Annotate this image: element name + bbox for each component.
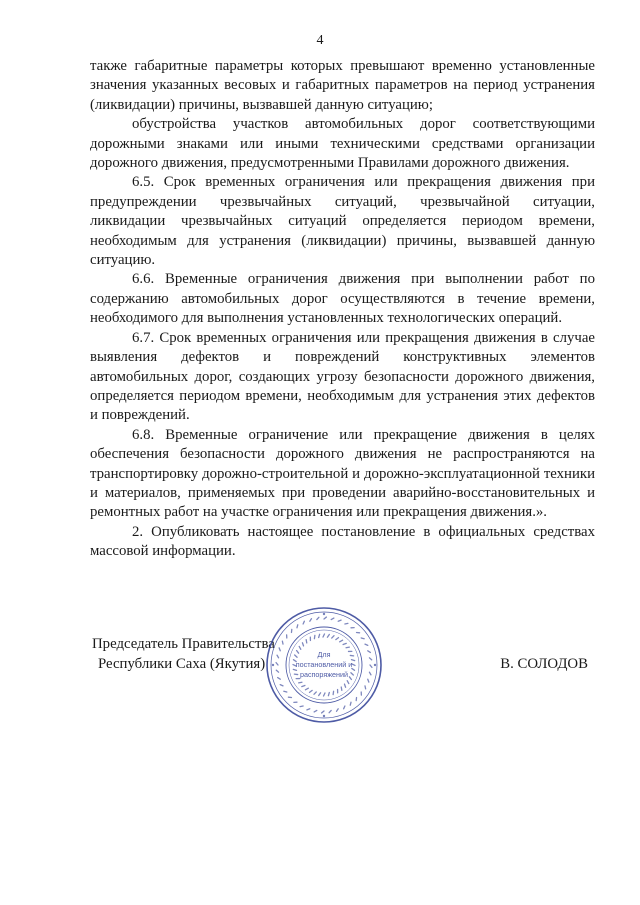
stamp-ring-mark [361, 638, 364, 639]
stamp-ring-mark [314, 692, 316, 694]
stamp-ring-mark [344, 684, 345, 687]
stamp-ring-mark [297, 625, 298, 628]
stamp-ring-mark [307, 709, 310, 710]
stamp-ring-mark [368, 679, 369, 682]
stamp-ring-mark [369, 672, 371, 675]
signatory-title-line-1: Председатель Правительства [92, 636, 275, 652]
stamp-ring-mark [279, 648, 280, 651]
stamp-ring-mark [280, 685, 283, 686]
paragraph-road-signs: обустройства участков автомобильных дорог соответствующими дорожными знаками или иными техническими средствами организации дорожного движения, предусмотренными Правилами дорожного движения. [90, 116, 595, 172]
stamp-center-line-3: распоряжений [299, 670, 349, 679]
stamp-ring-mark [293, 669, 296, 670]
stamp-ring-mark [284, 691, 287, 692]
stamp-ring-mark [310, 690, 313, 692]
stamp-ring-mark [352, 664, 355, 665]
stamp-ring-mark [369, 658, 371, 660]
stamp-ring-mark [276, 663, 278, 665]
stamp-ring-mark [344, 706, 345, 709]
official-seal-stamp [264, 605, 384, 725]
stamp-ring-mark [300, 706, 303, 707]
stamp-ring-mark [319, 634, 320, 637]
stamp-ring-mark [277, 655, 279, 658]
stamp-ring-mark [276, 670, 278, 672]
stamp-center-line-2: постановлений и [295, 660, 353, 669]
stamp-ring-mark [370, 665, 372, 667]
stamp-ring-mark [314, 710, 317, 712]
stamp-center-line-1: Для [317, 650, 331, 659]
stamp-ring-mark [295, 655, 297, 657]
stamp-ring-mark [302, 685, 305, 686]
stamp-ring-mark [324, 617, 326, 619]
stamp-ring-mark [322, 711, 324, 713]
stamp-ring-mark [343, 643, 346, 644]
stamp-ring-mark [319, 693, 321, 696]
stamp-ring-mark [350, 702, 351, 705]
stamp-ring-mark [297, 651, 299, 654]
stamp-ring-mark [278, 678, 281, 680]
stamp-ring-mark [368, 651, 371, 653]
stamp-ring-mark [302, 643, 303, 646]
stamp-ring-mark [349, 677, 351, 680]
stamp-ring-mark [337, 709, 339, 712]
stamp-ring-mark [328, 692, 329, 695]
paragraph-6-7: 6.7. Срок временных ограничения или прекращения движения в случае выявления дефектов и повреждений конструктивных элементов автомобильных дорог, создающих угрозу безопасности дорожного движения, определяется периодом времени, необходимым для устранения этих дефектов и повреждений. [90, 329, 595, 424]
paragraph-6-6: 6.6. Временные ограничения движения при выполнении работ по содержанию автомобильных дорог осуществляются в течение времени, необходимого для выполнения установленных технологических операций. [90, 271, 595, 327]
stamp-ring-mark [299, 682, 302, 683]
paragraph-6-5: 6.5. Срок временных ограничения или прекращения движения при предупреждении чрезвычайных ситуаций, чрезвычайной ситуации, ликвидации чрезвычайных ситуаций определяется периодом времени, необходимым для устранения (ликвидации) причины, вызвавшей данную ситуацию. [90, 174, 595, 269]
signatory-title-line-2: Республики Саха (Якутия) [98, 656, 266, 672]
stamp-ring-mark [331, 618, 334, 620]
stamp-ring-mark [306, 640, 307, 643]
stamp-ring-mark [282, 641, 283, 644]
stamp-ring-mark [340, 640, 343, 642]
stamp-ring-mark [347, 681, 349, 684]
stamp-ring-mark [332, 636, 334, 638]
stamp-ring-mark [305, 688, 308, 690]
stamp-ring-mark [341, 687, 342, 690]
stamp-ring-mark [323, 634, 324, 637]
stamp-ring-mark [365, 686, 366, 689]
document-body [90, 57, 595, 562]
stamp-ring-mark [327, 634, 329, 637]
paragraph-6-8: 6.8. Временные ограничение или прекращение движения в целях обеспечения безопасности дорожного движения не распространяются на транспортировку дорожно-строительной и дорожно-эксплуатационной техники и материалов, применяемых при проведении аварийно-восстановительных и ремонтных работ на участке ограничения или прекращения движения.». [90, 426, 595, 521]
paragraph-2-publish: 2. Опубликовать настоящее постановление в официальных средствах массовой информации. [90, 523, 595, 560]
stamp-ring-mark [351, 673, 353, 675]
stamp-ring-mark [310, 619, 312, 622]
stamp-ring-mark [365, 644, 368, 645]
stamp-ring-mark [324, 693, 325, 696]
stamp-ring-mark [329, 710, 331, 712]
stamp-ring-mark [336, 638, 339, 640]
stamp-ring-mark [345, 623, 348, 624]
stamp-ring-mark [299, 646, 301, 649]
signatory-name: В. СОЛОДОВ [500, 656, 588, 672]
stamp-ring-mark [338, 620, 341, 621]
stamp-ring-mark [317, 617, 319, 619]
stamp-ring-mark [303, 621, 304, 624]
stamp-ring-mark [346, 647, 349, 648]
page-number: 4 [316, 33, 324, 48]
paragraph-continuation: также габаритные параметры которых превышают временно установленные значения указанных весовых и габаритных параметров на период устранения (ликвидации) причины, вызвавшей данную ситуацию; [90, 58, 595, 113]
